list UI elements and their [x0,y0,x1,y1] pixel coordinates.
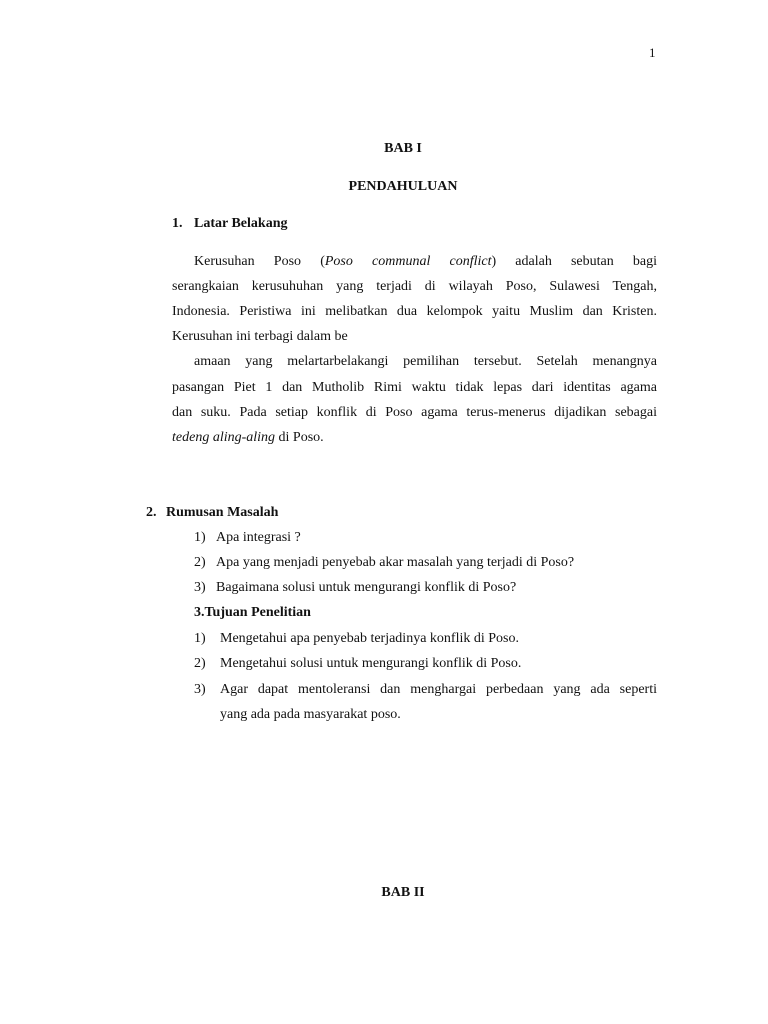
italic-term: tedeng aling-aling [172,430,276,445]
list-item: 3) Bagaimana solusi untuk mengurangi konflik di Poso? [194,580,517,595]
paragraph-1-line-4: Kerusuhan ini terbagi dalam be [172,329,348,344]
list-item: 2) Mengetahui solusi untuk mengurangi konflik di Poso. [194,656,522,671]
chapter-2-title: BAB II [381,885,425,900]
chapter-1-subtitle: PENDAHULUAN [348,179,458,194]
list-item: 2) Apa yang menjadi penyebab akar masalah yang terjadi di Poso? [194,555,575,570]
page-number: 1 [649,45,656,60]
section-2-number: 2. [146,505,157,520]
list-item-text-line-2: yang ada pada masyarakat poso. [220,707,401,722]
list-item-text-line-1: Agar dapat mentoleransi dan menghargai perbedaan yang ada seperti [220,682,657,697]
paragraph-1-line-1: Kerusuhan Poso (Poso communal conflict) adalah sebutan bagi [194,254,658,269]
paragraph-1-line-2: serangkaian kerusuhuhan yang terjadi di wilayah Poso, Sulawesi Tengah, [172,279,657,294]
paragraph-2-line-2: pasangan Piet 1 dan Mutholib Rimi waktu tidak lepas dari identitas agama [172,380,657,395]
section-3-title: 3.Tujuan Penelitian [194,605,311,620]
paragraph-2-line-3: dan suku. Pada setiap konflik di Poso agama terus-menerus dijadikan sebagai [172,405,657,420]
list-item: 1) Apa integrasi ? [194,530,301,545]
section-2-title: Rumusan Masalah [166,505,279,520]
section-1-number: 1. [172,216,183,231]
section-1-title: Latar Belakang [194,216,288,231]
list-item: 3) [194,682,206,697]
paragraph-2-line-1: amaan yang melartarbelakangi pemilihan tersebut. Setelah menangnya [194,354,657,369]
chapter-1-title: BAB I [384,141,422,156]
paragraph-2-line-4: tedeng aling-aling di Poso. [172,430,324,445]
italic-term: Poso communal conflict [324,254,492,269]
paragraph-1-line-3: Indonesia. Peristiwa ini melibatkan dua kelompok yaitu Muslim dan Kristen. [172,304,657,319]
list-item: 1) Mengetahui apa penyebab terjadinya konflik di Poso. [194,631,519,646]
